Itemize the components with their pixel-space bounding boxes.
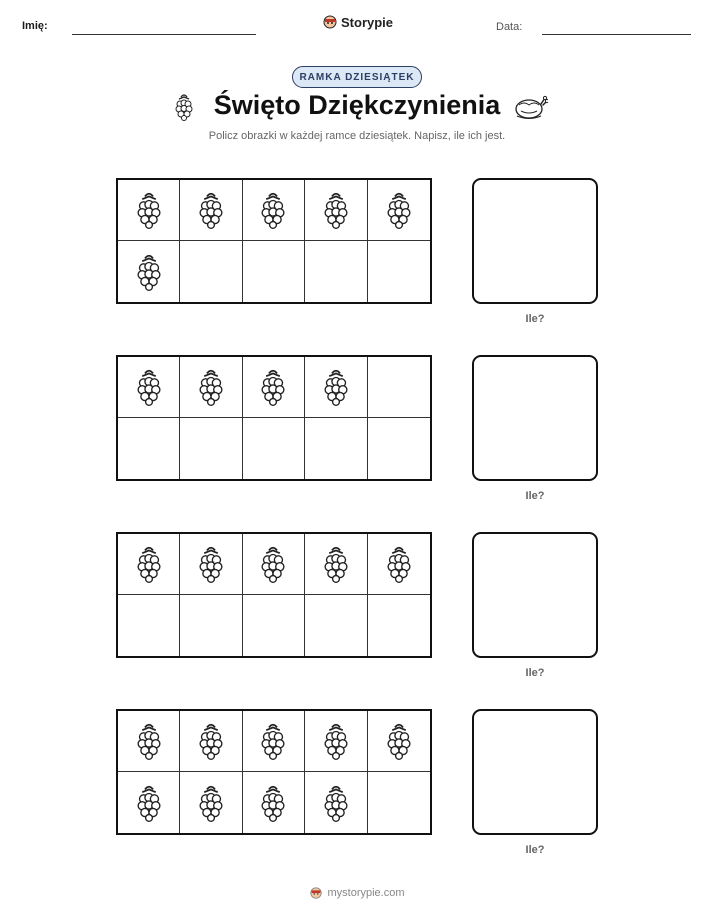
frame-cell [305, 711, 367, 772]
frame-cell [305, 357, 367, 418]
answer-box-2[interactable] [472, 355, 598, 481]
frame-cell [243, 534, 305, 595]
ten-frame-1 [116, 178, 432, 304]
ten-frame-4 [116, 709, 432, 835]
date-line[interactable] [542, 34, 691, 35]
raspberry-icon [319, 722, 353, 760]
frame-cell [180, 534, 242, 595]
frame-cell [180, 772, 242, 833]
storypie-mascot-icon [322, 14, 338, 30]
frame-cell [305, 595, 367, 656]
frame-cell [368, 711, 430, 772]
frame-cell [118, 534, 180, 595]
raspberry-icon [319, 545, 353, 583]
raspberry-icon [256, 722, 290, 760]
raspberry-icon [256, 191, 290, 229]
frame-cell [305, 418, 367, 479]
frame-cell [368, 534, 430, 595]
raspberry-icon [319, 191, 353, 229]
page-title: Święto Dziękczynienia [213, 90, 501, 120]
raspberry-icon [132, 784, 166, 822]
ten-frame-3 [116, 532, 432, 658]
raspberry-icon [256, 368, 290, 406]
frame-cell [305, 772, 367, 833]
name-line[interactable] [72, 34, 256, 35]
raspberry-icon [132, 253, 166, 291]
raspberry-icon [382, 545, 416, 583]
raspberry-icon [132, 722, 166, 760]
frame-cell [305, 534, 367, 595]
frame-cell [180, 418, 242, 479]
frame-cell [118, 418, 180, 479]
frame-cell [118, 772, 180, 833]
frame-cell [243, 241, 305, 302]
raspberry-icon [319, 368, 353, 406]
frame-cell [368, 357, 430, 418]
footer [0, 886, 714, 900]
raspberry-icon [132, 368, 166, 406]
frame-cell [368, 180, 430, 241]
answer-box-4[interactable] [472, 709, 598, 835]
frame-cell [243, 772, 305, 833]
frame-cell [305, 180, 367, 241]
frame-cell [243, 418, 305, 479]
ten-frame-2 [116, 355, 432, 481]
frame-cell [243, 180, 305, 241]
worksheet-type-badge: RAMKA DZIESIĄTEK [292, 66, 422, 88]
raspberry-icon [256, 784, 290, 822]
frame-cell [180, 595, 242, 656]
frame-cell [180, 357, 242, 418]
answer-box-1[interactable] [472, 178, 598, 304]
frame-cell [305, 241, 367, 302]
raspberry-icon [194, 191, 228, 229]
raspberry-icon [194, 722, 228, 760]
raspberry-icon [172, 93, 196, 121]
frame-cell [243, 595, 305, 656]
frame-cell [243, 357, 305, 418]
frame-cell [118, 241, 180, 302]
raspberry-icon [382, 191, 416, 229]
instructions: Policz obrazki w każdej ramce dziesiątek. Napisz, ile ich jest. [208, 130, 506, 142]
raspberry-icon [194, 784, 228, 822]
footer-url[interactable]: mystorypie.com [327, 887, 405, 899]
turkey-icon [512, 90, 548, 122]
answer-label-4: Ile? [525, 844, 545, 856]
frame-cell [180, 711, 242, 772]
frame-cell [368, 418, 430, 479]
frame-cell [118, 180, 180, 241]
frame-cell [368, 241, 430, 302]
raspberry-icon [256, 545, 290, 583]
raspberry-icon [319, 784, 353, 822]
raspberry-icon [194, 368, 228, 406]
frame-cell [180, 180, 242, 241]
frame-cell [368, 595, 430, 656]
raspberry-icon [132, 191, 166, 229]
frame-cell [118, 595, 180, 656]
frame-cell [118, 711, 180, 772]
frame-cell [118, 357, 180, 418]
frame-cell [368, 772, 430, 833]
date-label: Data: [496, 21, 523, 33]
frame-cell [180, 241, 242, 302]
name-label: Imię: [22, 20, 48, 32]
answer-label-3: Ile? [525, 667, 545, 679]
brand-logo [322, 14, 393, 30]
answer-label-1: Ile? [525, 313, 545, 325]
answer-box-3[interactable] [472, 532, 598, 658]
frame-cell [243, 711, 305, 772]
raspberry-icon [194, 545, 228, 583]
brand-name: Storypie [341, 14, 394, 30]
raspberry-icon [132, 545, 166, 583]
storypie-mascot-icon [309, 886, 323, 900]
raspberry-icon [382, 722, 416, 760]
answer-label-2: Ile? [525, 490, 545, 502]
